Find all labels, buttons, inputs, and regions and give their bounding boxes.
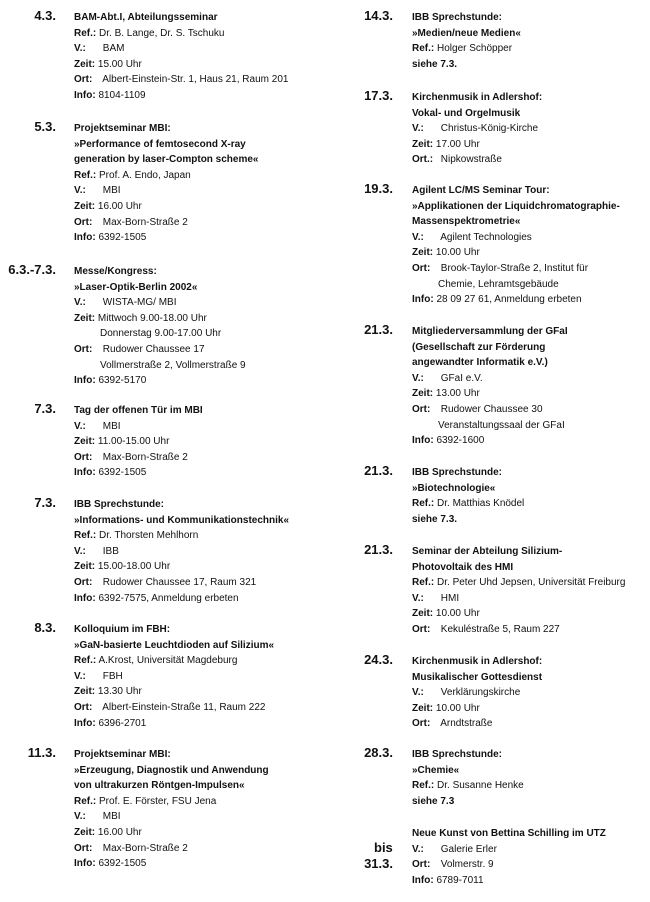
field-label: Info: bbox=[74, 717, 96, 729]
field-value: HMI bbox=[440, 592, 460, 604]
field-label: Ort: bbox=[412, 262, 431, 274]
event-field bbox=[74, 716, 330, 732]
event-field bbox=[412, 137, 650, 153]
field-label: Ref.: bbox=[74, 27, 97, 39]
field-value: MBI bbox=[102, 185, 121, 197]
field-value: 8104-1109 bbox=[98, 89, 146, 101]
field-value: 6392-1505 bbox=[98, 232, 147, 244]
field-label: Ref.: bbox=[412, 780, 435, 792]
field-label: V.: bbox=[74, 43, 86, 55]
field-value: Kekuléstraße 5, Raum 227 bbox=[440, 623, 560, 635]
event-title-line: IBB Sprechstunde: bbox=[412, 467, 503, 478]
event-title-line: Kirchenmusik in Adlershof: bbox=[412, 92, 543, 103]
event-title-line: Musikalischer Gottesdienst bbox=[412, 671, 543, 683]
field-label: V.: bbox=[74, 811, 86, 823]
field-label: Zeit: bbox=[412, 138, 434, 150]
event-field bbox=[74, 794, 330, 810]
event-title-line: IBB Sprechstunde: bbox=[74, 499, 165, 510]
field-label: Ref.: bbox=[74, 169, 97, 181]
event-title-line: »Applikationen der Liquidchromatographie- bbox=[412, 200, 620, 212]
event-title-line: Kolloquium im FBH: bbox=[74, 624, 171, 635]
field-label: V.: bbox=[74, 420, 86, 432]
event-field bbox=[412, 575, 650, 591]
event-field bbox=[74, 183, 330, 199]
field-label: Zeit: bbox=[412, 247, 434, 259]
event-title-line: »Informations- und Kommunikationstechnik« bbox=[74, 514, 290, 526]
event-details bbox=[412, 826, 650, 888]
field-label: Ref.: bbox=[412, 43, 435, 55]
event-title-line: generation by laser-Compton scheme« bbox=[74, 154, 259, 166]
field-value: MBI bbox=[102, 811, 121, 823]
event-date: 21.3. bbox=[364, 322, 393, 337]
field-value: Brook-Taylor-Straße 2, Institut für bbox=[440, 262, 589, 274]
event-field bbox=[74, 544, 330, 560]
event-title-line: siehe 7.3 bbox=[412, 795, 455, 807]
event-field bbox=[74, 700, 330, 716]
field-value: 15.00 Uhr bbox=[97, 58, 142, 70]
event-field bbox=[74, 168, 330, 184]
field-value: 6396-2701 bbox=[98, 717, 147, 729]
event-date: 21.3. bbox=[364, 542, 393, 557]
event-title-line: (Gesellschaft zur Förderung bbox=[412, 341, 546, 353]
event-field bbox=[74, 88, 330, 104]
field-label: Ort: bbox=[74, 576, 93, 588]
field-label: V.: bbox=[74, 670, 86, 682]
field-label: Zeit: bbox=[74, 312, 96, 324]
event-field bbox=[412, 496, 650, 512]
field-label: Info: bbox=[412, 435, 434, 447]
event-field bbox=[74, 26, 330, 42]
event-field bbox=[74, 41, 330, 57]
event-date: 7.3. bbox=[34, 495, 56, 510]
field-label: Ort: bbox=[74, 842, 93, 854]
field-label: Info: bbox=[74, 592, 96, 604]
field-label: Zeit: bbox=[412, 608, 434, 620]
event-field bbox=[74, 311, 330, 327]
event-field bbox=[412, 386, 650, 402]
field-value: Rudower Chaussee 17 bbox=[102, 343, 205, 355]
event-date: 4.3. bbox=[34, 8, 56, 23]
field-label: V.: bbox=[412, 372, 424, 384]
field-label: V.: bbox=[74, 185, 86, 197]
field-label: Info: bbox=[74, 467, 96, 479]
event-field bbox=[74, 591, 330, 607]
field-value: FBH bbox=[102, 670, 123, 682]
event-title-line: Messe/Kongress: bbox=[74, 266, 157, 277]
event-title-line: Projektseminar MBI: bbox=[74, 749, 171, 760]
field-label: V.: bbox=[412, 843, 424, 855]
event-title-line: siehe 7.3. bbox=[412, 58, 458, 70]
event-title-line: Massenspektrometrie« bbox=[412, 216, 521, 228]
field-label: Zeit: bbox=[74, 200, 96, 212]
field-value: BAM bbox=[102, 43, 125, 55]
field-label: Ref.: bbox=[74, 530, 97, 542]
event-title-line: BAM-Abt.I, Abteilungsseminar bbox=[74, 12, 218, 23]
event-title-line: siehe 7.3. bbox=[412, 513, 458, 525]
field-label: Ort: bbox=[412, 623, 431, 635]
field-value: 16.00 Uhr bbox=[97, 826, 142, 838]
event-details bbox=[74, 10, 330, 104]
event-title-line: Agilent LC/MS Seminar Tour: bbox=[412, 185, 550, 196]
event-title-line: »Laser-Optik-Berlin 2002« bbox=[74, 281, 198, 293]
field-value: IBB bbox=[102, 545, 119, 557]
event-date: 17.3. bbox=[364, 88, 393, 103]
event-field bbox=[412, 685, 650, 701]
event-field bbox=[412, 152, 650, 168]
event-title-line: angewandter Informatik e.V.) bbox=[412, 357, 548, 369]
event-field bbox=[412, 591, 650, 607]
event-field bbox=[412, 622, 650, 638]
event-date: 7.3. bbox=[34, 401, 56, 416]
event-title-line: Tag der offenen Tür im MBI bbox=[74, 405, 203, 416]
event-details bbox=[412, 183, 650, 308]
field-label: Info: bbox=[74, 232, 96, 244]
event-field bbox=[412, 261, 650, 277]
event-field-continuation: Donnerstag 9.00-17.00 Uhr bbox=[100, 328, 222, 340]
field-label: V.: bbox=[412, 231, 424, 243]
event-details bbox=[412, 747, 650, 809]
field-value: 15.00-18.00 Uhr bbox=[97, 561, 171, 573]
event-field bbox=[412, 606, 650, 622]
event-details bbox=[74, 403, 330, 481]
event-details bbox=[412, 654, 650, 732]
field-value: Albert-Einstein-Str. 1, Haus 21, Raum 201 bbox=[102, 74, 289, 86]
field-value: Volmerstr. 9 bbox=[440, 859, 494, 871]
field-value: Rudower Chaussee 17, Raum 321 bbox=[102, 576, 257, 588]
event-date: 21.3. bbox=[364, 463, 393, 478]
event-field bbox=[74, 575, 330, 591]
field-value: Albert-Einstein-Straße 11, Raum 222 bbox=[102, 701, 266, 713]
field-value: Arndtstraße bbox=[440, 718, 493, 730]
event-field bbox=[74, 450, 330, 466]
event-field bbox=[412, 245, 650, 261]
event-title-line: »Medien/neue Medien« bbox=[412, 27, 521, 39]
field-value: Max-Born-Straße 2 bbox=[102, 842, 188, 854]
field-label: Info: bbox=[412, 874, 434, 886]
event-date: 5.3. bbox=[34, 119, 56, 134]
field-label: V.: bbox=[74, 545, 86, 557]
event-field bbox=[74, 856, 330, 872]
event-details bbox=[74, 497, 330, 606]
field-label: Ort: bbox=[74, 343, 93, 355]
field-value: 10.00 Uhr bbox=[435, 702, 480, 714]
event-field bbox=[74, 295, 330, 311]
event-date: 6.3.-7.3. bbox=[8, 262, 56, 277]
event-field bbox=[412, 230, 650, 246]
event-date: 24.3. bbox=[364, 652, 393, 667]
field-value: Dr. Matthias Knödel bbox=[437, 498, 525, 510]
event-field bbox=[74, 809, 330, 825]
event-field bbox=[412, 371, 650, 387]
field-label: Zeit: bbox=[74, 826, 96, 838]
event-field bbox=[74, 230, 330, 246]
field-value: Prof. E. Förster, FSU Jena bbox=[99, 795, 217, 807]
field-label: Zeit: bbox=[74, 58, 96, 70]
field-label: Zeit: bbox=[412, 702, 434, 714]
event-field bbox=[74, 653, 330, 669]
event-field-continuation: Chemie, Lehramtsgebäude bbox=[438, 278, 559, 290]
field-label: Ort: bbox=[74, 451, 93, 463]
event-date: 19.3. bbox=[364, 181, 393, 196]
event-title-line: IBB Sprechstunde: bbox=[412, 749, 503, 760]
event-field bbox=[74, 528, 330, 544]
event-date: 31.3. bbox=[364, 856, 393, 871]
event-field bbox=[74, 559, 330, 575]
event-title-line: »GaN-basierte Leuchtdioden auf Silizium« bbox=[74, 639, 275, 651]
field-value: Dr. Susanne Henke bbox=[437, 780, 524, 792]
field-value: 6392-1600 bbox=[436, 435, 485, 447]
event-field bbox=[412, 402, 650, 418]
field-label: Ort: bbox=[74, 701, 93, 713]
field-label: Ref.: bbox=[74, 655, 97, 667]
event-title-line: Neue Kunst von Bettina Schilling im UTZ bbox=[412, 828, 606, 839]
event-field bbox=[412, 433, 650, 449]
field-value: Dr. Thorsten Mehlhorn bbox=[99, 530, 199, 542]
field-value: 28 09 27 61, Anmeldung erbeten bbox=[436, 294, 582, 306]
event-title-line: von ultrakurzen Röntgen-Impulsen« bbox=[74, 780, 245, 792]
event-details bbox=[412, 90, 650, 168]
event-field bbox=[74, 465, 330, 481]
event-title-line: Projektseminar MBI: bbox=[74, 123, 171, 134]
field-value: A.Krost, Universität Magdeburg bbox=[98, 655, 238, 667]
field-label: Info: bbox=[412, 294, 434, 306]
event-field bbox=[74, 72, 330, 88]
field-value: 16.00 Uhr bbox=[97, 200, 142, 212]
event-title-line: Kirchenmusik in Adlershof: bbox=[412, 656, 543, 667]
event-field bbox=[412, 857, 650, 873]
field-label: V.: bbox=[412, 592, 424, 604]
field-label: Ort: bbox=[74, 74, 93, 86]
field-label: Ort.: bbox=[412, 154, 434, 166]
event-title-line: »Erzeugung, Diagnostik und Anwendung bbox=[74, 764, 269, 776]
field-value: Dr. Peter Uhd Jepsen, Universität Freiburg bbox=[437, 577, 626, 589]
event-details bbox=[412, 465, 650, 527]
event-details bbox=[412, 10, 650, 72]
field-value: 10.00 Uhr bbox=[435, 247, 480, 259]
event-field bbox=[412, 716, 650, 732]
field-label: Ref.: bbox=[74, 795, 97, 807]
field-value: 13.30 Uhr bbox=[97, 686, 142, 698]
field-value: WISTA-MG/ MBI bbox=[102, 297, 177, 309]
event-field bbox=[74, 57, 330, 73]
event-field bbox=[74, 841, 330, 857]
event-details bbox=[74, 747, 330, 872]
field-label: Ort: bbox=[412, 859, 431, 871]
event-field bbox=[412, 41, 650, 57]
field-label: Ref.: bbox=[412, 498, 435, 510]
event-details bbox=[74, 121, 330, 246]
event-details bbox=[412, 544, 650, 638]
event-field bbox=[74, 199, 330, 215]
event-field bbox=[74, 684, 330, 700]
event-details bbox=[74, 622, 330, 731]
event-title-line: »Performance of femtosecond X-ray bbox=[74, 138, 246, 150]
field-label: V.: bbox=[74, 297, 86, 309]
field-value: Christus-König-Kirche bbox=[440, 123, 539, 135]
date-range-prefix: bis bbox=[374, 840, 393, 855]
field-value: Dr. B. Lange, Dr. S. Tschuku bbox=[99, 27, 225, 39]
event-field bbox=[74, 669, 330, 685]
field-value: 6392-7575, Anmeldung erbeten bbox=[98, 592, 239, 604]
field-value: Max-Born-Straße 2 bbox=[102, 216, 188, 228]
event-date: 14.3. bbox=[364, 8, 393, 23]
event-title-line: Seminar der Abteilung Silizium- bbox=[412, 546, 563, 557]
event-field bbox=[74, 825, 330, 841]
field-value: Holger Schöpper bbox=[437, 43, 513, 55]
field-label: Zeit: bbox=[412, 388, 434, 400]
event-title-line: Mitgliederversammlung der GFaI bbox=[412, 326, 568, 337]
event-field bbox=[74, 434, 330, 450]
event-date: 11.3. bbox=[27, 745, 56, 760]
field-label: Ort: bbox=[412, 403, 431, 415]
field-value: Galerie Erler bbox=[440, 843, 497, 855]
field-label: V.: bbox=[412, 123, 424, 135]
field-value: Rudower Chaussee 30 bbox=[440, 403, 543, 415]
field-value: Agilent Technologies bbox=[440, 231, 532, 243]
event-field bbox=[412, 121, 650, 137]
event-date: 8.3. bbox=[34, 620, 56, 635]
field-label: Ref.: bbox=[412, 577, 435, 589]
field-value: Prof. A. Endo, Japan bbox=[99, 169, 191, 181]
field-value: 13.00 Uhr bbox=[435, 388, 480, 400]
field-label: Info: bbox=[74, 858, 96, 870]
field-value: 6789-7011 bbox=[436, 874, 484, 886]
field-label: Zeit: bbox=[74, 561, 96, 573]
event-field bbox=[412, 701, 650, 717]
field-label: Info: bbox=[74, 375, 96, 387]
event-field bbox=[412, 842, 650, 858]
event-title-line: IBB Sprechstunde: bbox=[412, 12, 503, 23]
field-label: Info: bbox=[74, 89, 96, 101]
event-title-line: Vokal- und Orgelmusik bbox=[412, 107, 521, 119]
field-value: GFaI e.V. bbox=[440, 372, 483, 384]
field-value: Max-Born-Straße 2 bbox=[102, 451, 188, 463]
field-label: Zeit: bbox=[74, 686, 96, 698]
event-date: 28.3. bbox=[364, 745, 393, 760]
field-value: 17.00 Uhr bbox=[435, 138, 480, 150]
event-field bbox=[74, 342, 330, 358]
field-value: 6392-1505 bbox=[98, 858, 147, 870]
field-value: MBI bbox=[102, 420, 121, 432]
event-field-continuation: Veranstaltungssaal der GFaI bbox=[438, 419, 565, 431]
event-field bbox=[412, 778, 650, 794]
field-value: Verklärungskirche bbox=[440, 687, 521, 699]
event-details bbox=[74, 264, 330, 389]
field-value: 11.00-15.00 Uhr bbox=[97, 436, 170, 448]
event-title-line: Photovoltaik des HMI bbox=[412, 561, 514, 573]
field-label: Ort: bbox=[74, 216, 93, 228]
field-value: 10.00 Uhr bbox=[435, 608, 480, 620]
event-field bbox=[74, 215, 330, 231]
field-label: Ort: bbox=[412, 718, 431, 730]
event-title-line: »Chemie« bbox=[412, 764, 460, 776]
event-field-continuation: Vollmerstraße 2, Vollmerstraße 9 bbox=[100, 359, 246, 371]
field-label: Zeit: bbox=[74, 436, 96, 448]
event-field bbox=[412, 292, 650, 308]
event-field bbox=[74, 419, 330, 435]
event-title-line: »Biotechnologie« bbox=[412, 482, 496, 494]
field-value: 6392-5170 bbox=[98, 375, 147, 387]
field-label: V.: bbox=[412, 687, 424, 699]
field-value: Mittwoch 9.00-18.00 Uhr bbox=[97, 312, 207, 324]
event-field bbox=[412, 873, 650, 889]
field-value: 6392-1505 bbox=[98, 467, 147, 479]
event-field bbox=[74, 373, 330, 389]
field-value: Nipkowstraße bbox=[440, 154, 502, 166]
event-details bbox=[412, 324, 650, 449]
